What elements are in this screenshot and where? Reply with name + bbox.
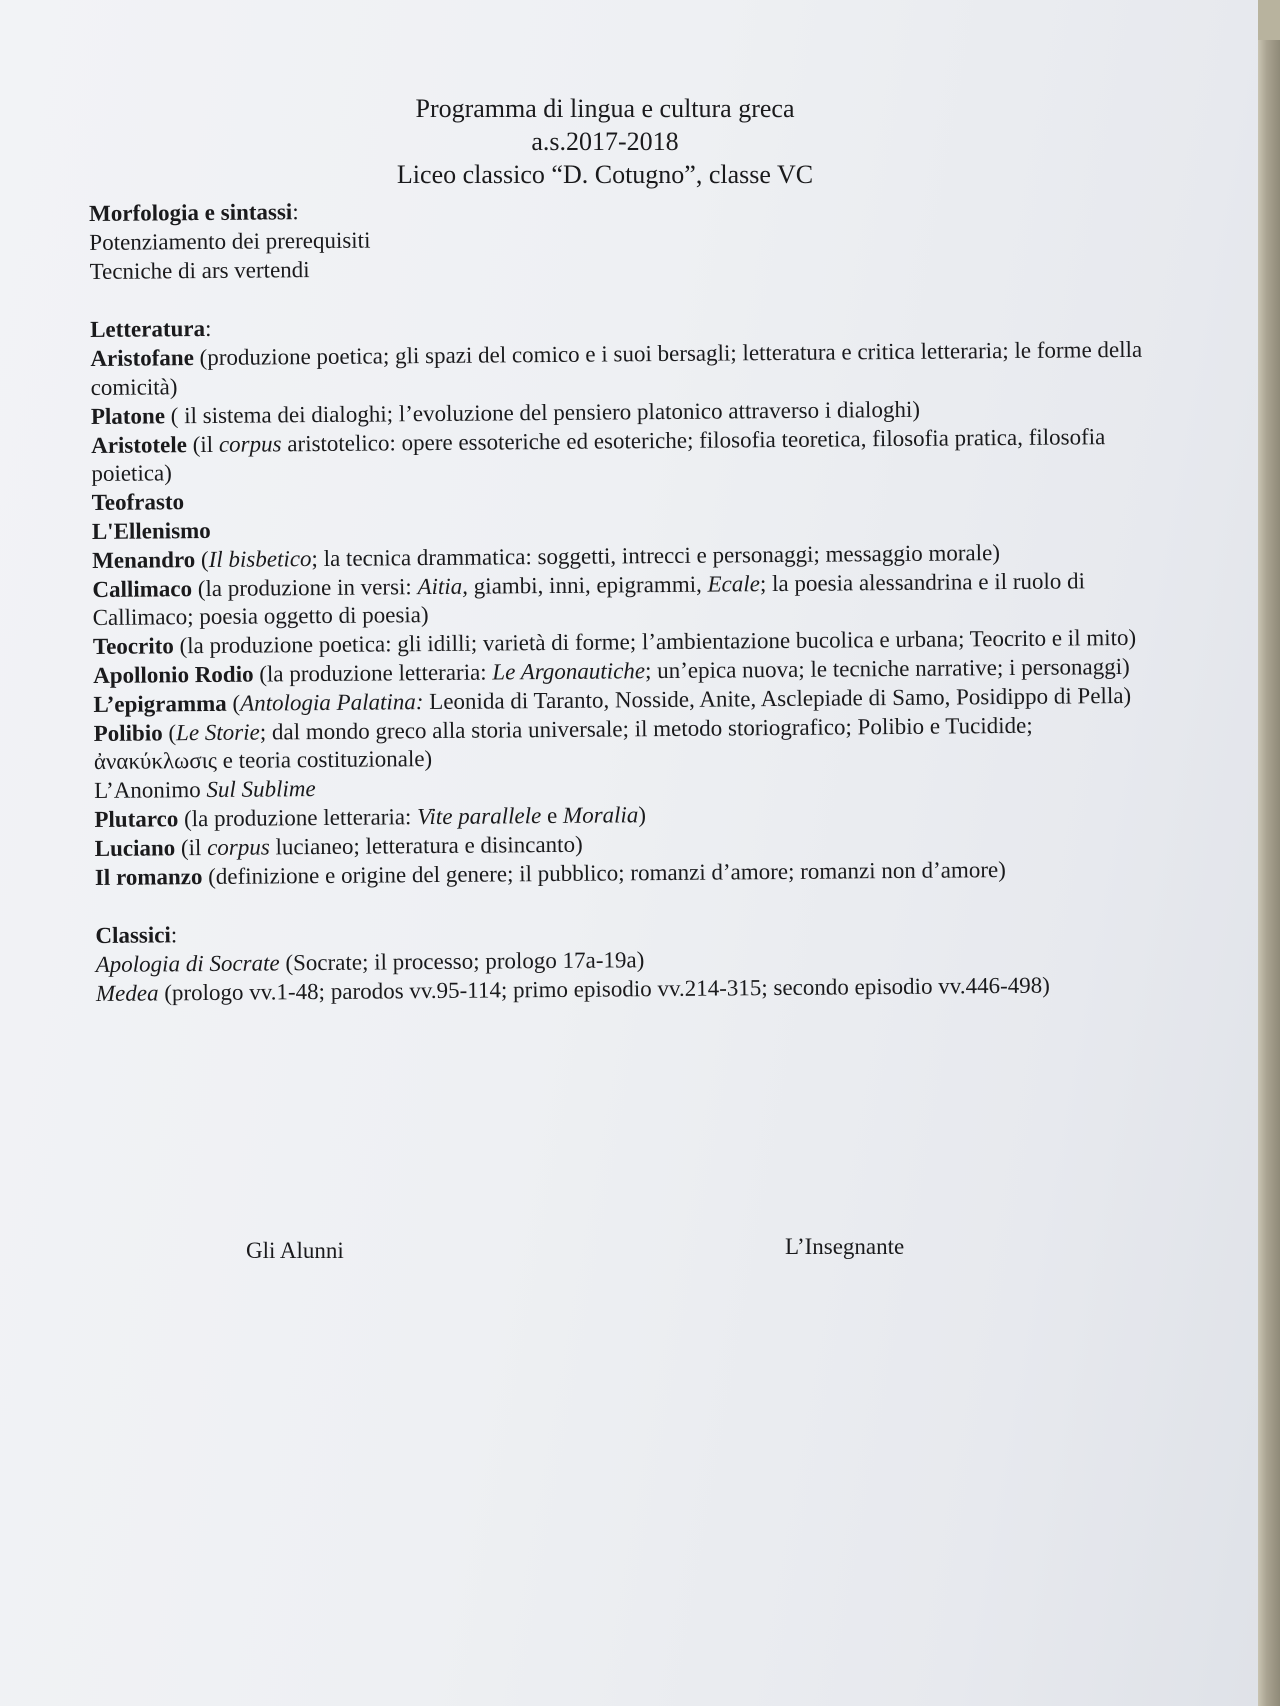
list-item: Potenziamento dei prerequisiti <box>89 227 371 255</box>
topic-aristotele: Aristotele (il corpus aristotelico: opere essoteriche ed esoteriche; filosofia teoretica, filosofia pratica, filosofia poietica) <box>91 423 1106 487</box>
section-heading-morfologia: Morfologia e sintassi: <box>89 199 299 226</box>
school-year: a.s.2017-2018 <box>531 127 679 156</box>
topic-plutarco: Plutarco (la produzione letteraria: Vite parallele e Moralia) <box>94 802 647 832</box>
topic-callimaco: Callimaco (la produzione in versi: Aitia, giambi, inni, epigrammi, Ecale; la poesia alessandrina e il ruolo di Callimaco; poesia oggetto di poesia) <box>92 567 1086 631</box>
topic-menandro: Menandro (Il bisbetico; la tecnica drammatica: soggetti, intrecci e personaggi; messaggio morale) <box>92 539 1001 573</box>
section-heading-letteratura: Letteratura: <box>90 316 212 343</box>
topic-luciano: Luciano (il corpus lucianeo; letteratura e disincanto) <box>94 831 583 861</box>
topic-platone: Platone ( il sistema dei dialoghi; l’evoluzione del pensiero platonico attraverso i dialoghi) <box>90 396 921 429</box>
topic-aristofane: Aristofane (produzione poetica; gli spazi del comico e i suoi bersagli; letteratura e critica letteraria; le forme della comicità) <box>90 337 1143 400</box>
school-class: Liceo classico “D. Cotugno”, classe VC <box>396 160 814 189</box>
topic-teofrasto: Teofrasto <box>91 489 185 516</box>
document-header <box>0 92 1210 191</box>
section-heading-classici: Classici: <box>95 922 178 949</box>
topic-teocrito: Teocrito (la produzione poetica: gli idilli; varietà di forme; l’ambientazione bucolica e urbana; Teocrito e il mito) <box>92 625 1137 660</box>
topic-anonimo: L’Anonimo Sul Sublime <box>94 776 316 804</box>
topic-epigramma: L’epigramma (Antologia Palatina: Leonida di Taranto, Nosside, Anite, Asclepiade di Samo, Posidippo di Pella) <box>93 682 1132 717</box>
students-signature-label: Gli Alunni <box>246 1238 344 1263</box>
topic-apollonio: Apollonio Rodio (la produzione letteraria: Le Argonautiche; un’epica nuova; le tecniche narrative; i personaggi) <box>93 653 1130 688</box>
desk-edge <box>1258 0 1280 1706</box>
document-body <box>89 191 1156 1009</box>
topic-ellenismo: L'Ellenismo <box>91 517 211 544</box>
document-title: Programma di lingua e cultura greca <box>415 94 795 123</box>
classic-medea: Medea (prologo vv.1-48; parodos vv.95-114; primo episodio vv.214-315; secondo episodio vv.446-498) <box>95 972 1050 1006</box>
list-item: Tecniche di ars vertendi <box>89 256 310 284</box>
topic-polibio: Polibio (Le Storie; dal mondo greco alla storia universale; il metodo storiografico; Polibio e Tucidide; ἀνακύκλωσις e teoria costituzionale) <box>93 712 1033 775</box>
topic-romanzo: Il romanzo (definizione e origine del genere; il pubblico; romanzi d’amore; romanzi non d’amore) <box>94 856 1006 890</box>
classic-apologia: Apologia di Socrate (Socrate; il processo; prologo 17a-19a) <box>95 947 645 978</box>
teacher-signature-label: L’Insegnante <box>785 1234 905 1259</box>
desk-corner <box>1258 0 1280 40</box>
